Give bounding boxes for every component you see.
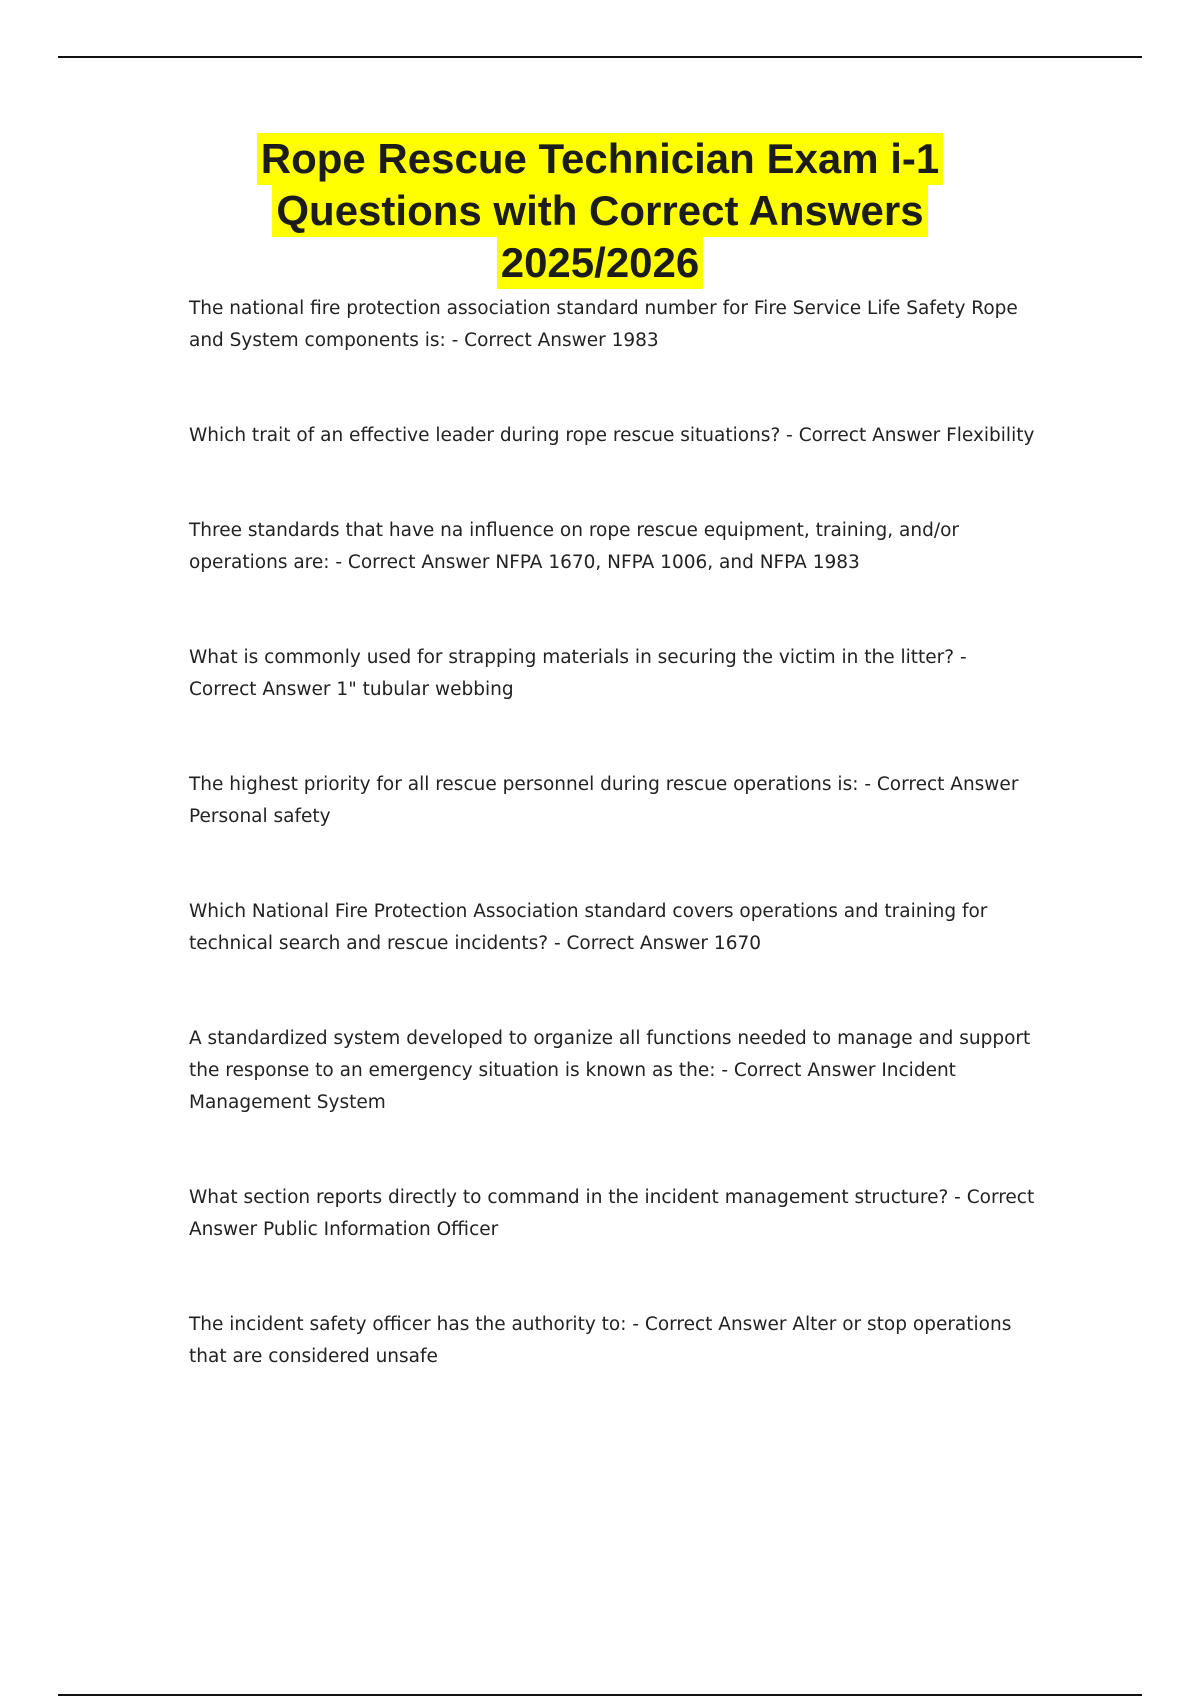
question-answer-list [189,293,1039,1373]
bottom-rule [58,1694,1142,1696]
top-rule [58,56,1142,58]
qa-item: Which trait of an effective leader during rope rescue situations? - Correct Answer Flexibility [189,425,1035,446]
title-line-1: Rope Rescue Technician Exam i-1 [257,133,943,185]
qa-item: What section reports directly to command in the incident management structure? - Correct Answer Public Information Officer [189,1187,1035,1240]
title-line-2: Questions with Correct Answers [272,185,927,237]
qa-item: Which National Fire Protection Association standard covers operations and training for technical search and rescue incidents? - Correct Answer 1670 [189,901,988,954]
qa-item: The highest priority for all rescue personnel during rescue operations is: - Correct Answer Personal safety [189,774,1019,827]
qa-item: The national fire protection association standard number for Fire Service Life Safety Rope and System components is: - Correct Answer 1983 [189,298,1018,351]
title-line-3: 2025/2026 [497,237,704,289]
qa-item: The incident safety officer has the authority to: - Correct Answer Alter or stop operations that are considered unsafe [189,1314,1012,1367]
qa-item: What is commonly used for strapping materials in securing the victim in the litter? - Correct Answer 1" tubular webbing [189,647,967,700]
document-title [0,133,1200,289]
qa-item: Three standards that have na influence on rope rescue equipment, training, and/or operations are: - Correct Answer NFPA 1670, NFPA 1006, and NFPA 1983 [189,520,959,573]
qa-item: A standardized system developed to organize all functions needed to manage and support the response to an emergency situation is known as the: - Correct Answer Incident Management System [189,1028,1031,1113]
